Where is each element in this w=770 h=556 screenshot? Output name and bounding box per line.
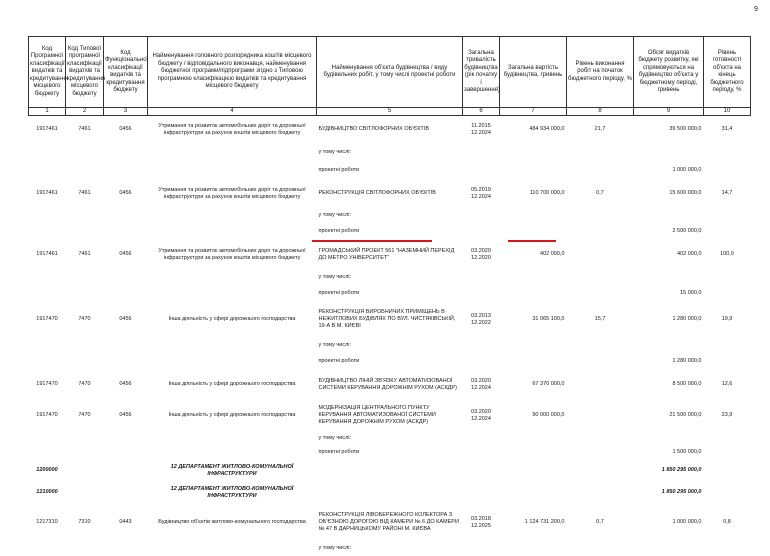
cell-col-6: 03.2013 12.2022 [471,312,491,326]
cell-col-6 [463,482,500,504]
cell-col-5 [317,460,463,482]
cell-col-7: 90 000 000,0 [532,412,565,418]
cell-col-9 [634,338,704,354]
header-col-2: Код Типової програмної класифікації видатків та кредитування місцевого бюджету [66,37,104,108]
cell-col-1: 1917470 [36,381,58,387]
cell-col-1 [29,286,66,302]
cell-col-6 [463,446,500,460]
column-number-row [29,108,751,116]
cell-col-7 [500,208,567,224]
table-row [29,446,751,460]
cell-col-6 [463,224,500,240]
cell-col-10 [704,270,751,286]
table-row [29,504,751,542]
cell-col-9: 1 000 000,0 [672,519,702,525]
cell-col-6 [463,208,500,224]
cell-col-10 [704,460,751,482]
cell-col-3 [104,542,148,556]
cell-col-7 [500,286,567,302]
cell-col-3: 0443 [119,519,132,525]
cell-col-9: 1 850 295 000,0 [661,467,702,473]
cell-col-6 [463,354,500,370]
cell-col-3: 0456 [119,412,132,418]
cell-col-3 [104,162,148,180]
header-col-1: Код Програмної класифікації видатків та кредитування місцевого бюджету [29,37,66,108]
cell-col-1 [29,338,66,354]
cell-col-4 [148,224,317,240]
cell-col-6 [463,460,500,482]
cell-col-7: 110 700 000,0 [529,190,565,196]
cell-col-7: 402 000,0 [540,251,565,257]
cell-col-7 [500,338,567,354]
cell-col-3 [104,208,148,224]
column-number-5: 5 [317,108,463,116]
cell-col-5: ГРОМАДСЬКИЙ ПРОЕКТ 561 "НАЗЕМНИЙ ПЕРЕХІД ДО МЕТРО УНІВЕРСИТЕТ" [318,247,455,261]
cell-col-5: проектні роботи [318,228,360,234]
cell-col-4 [148,144,317,162]
cell-col-2 [66,224,104,240]
cell-col-8: 0,7 [596,190,604,196]
column-number-9: 9 [634,108,704,116]
cell-col-7: 1 124 731 200,0 [524,519,565,525]
cell-col-3 [104,460,148,482]
cell-col-5: РЕКОНСТРУКЦІЯ ВИРОБНИЧИХ ПРИМІЩЕНЬ В НЕЖИТЛОВИХ БУДІВЛЯХ ПО ВУЛ. ЧИСТЯКІВСЬКІЙ, 19-А В М. КИЄВІ [318,309,456,329]
cell-col-10: 23,9 [721,412,733,418]
red-underline-cost [508,240,556,242]
table-row [29,240,751,270]
cell-col-3 [104,354,148,370]
header-col-9: Обсяг видатків бюджету розвитку, які спрямовуються на будівництво об'єкта у бюджетному періоді, гривень [634,37,704,108]
cell-col-8 [567,162,634,180]
cell-col-10: 19,9 [721,316,733,322]
cell-col-6 [463,542,500,556]
cell-col-9 [634,270,704,286]
cell-col-2 [66,432,104,446]
table-row [29,162,751,180]
cell-col-6 [463,286,500,302]
cell-col-10 [704,446,751,460]
cell-col-1 [29,354,66,370]
table-row [29,116,751,144]
cell-col-6: 11.2015 12.2024 [471,122,491,136]
cell-col-6: 05.2019 12.2024 [471,186,491,200]
table-row [29,286,751,302]
table-row [29,370,751,400]
cell-col-2: 7470 [78,381,91,387]
cell-col-9: 1 500 000,0 [672,449,702,455]
column-number-1: 1 [29,108,66,116]
cell-col-6: 03.2020 12.2024 [471,408,491,422]
column-number-8: 8 [567,108,634,116]
cell-col-2: 7461 [78,126,91,133]
cell-col-9 [634,208,704,224]
cell-col-8 [567,460,634,482]
cell-col-8 [567,446,634,460]
cell-col-2 [66,162,104,180]
header-col-5: Найменування об'єкта будівництва / виду будівельних робіт, у тому числі проектні роботи [317,37,463,108]
cell-col-4: Будівництво об'єктів житлово-комунального господарства [158,519,306,525]
cell-col-6 [463,338,500,354]
cell-col-7 [500,144,567,162]
cell-col-3 [104,224,148,240]
cell-col-6 [463,162,500,180]
cell-col-9: 2 500 000,0 [672,228,702,234]
cell-col-8 [567,542,634,556]
cell-col-8 [567,400,634,432]
cell-col-2 [66,338,104,354]
column-number-3: 3 [104,108,148,116]
column-number-2: 2 [66,108,104,116]
cell-col-5: у тому числі: [318,149,352,155]
cell-col-1 [29,162,66,180]
cell-col-8: 21,7 [594,126,606,133]
cell-col-8: 0,7 [596,519,604,525]
cell-col-4: Інша діяльність у сфері дорожнього господарства [168,412,296,418]
cell-col-8 [567,482,634,504]
cell-col-4 [148,354,317,370]
cell-col-5: у тому числі: [318,435,352,441]
header-col-4: Найменування головного розпорядника коштів місцевого бюджету / відповідального виконавця, найменування бюджетної програми/підпрограми згідно з Типовою програмною класифікацією видатків та кредитування місцевого бюджету [148,37,317,108]
cell-col-8: 15,7 [594,316,606,322]
cell-col-4 [148,286,317,302]
cell-col-9: 15 000,0 [680,290,702,296]
table-row [29,542,751,556]
table-row [29,302,751,338]
cell-col-7 [500,460,567,482]
cell-col-6 [463,432,500,446]
cell-col-7 [500,354,567,370]
cell-col-4: 12 ДЕПАРТАМЕНТ ЖИТЛОВО-КОМУНАЛЬНОЇ ІНФРАСТРУКТУРИ [170,463,294,477]
cell-col-6: 03.2020 12.2020 [471,247,491,261]
cell-col-1 [29,208,66,224]
header-col-3: Код Функціональної класифікації видатків та кредитування бюджету [104,37,148,108]
cell-col-1: 1917461 [36,251,58,257]
table-body [29,116,751,556]
cell-col-4 [148,162,317,180]
cell-col-8 [567,370,634,400]
cell-col-9: 21 500 000,0 [669,412,702,418]
table-row [29,338,751,354]
cell-col-3: 0456 [119,381,132,387]
cell-col-10 [704,432,751,446]
cell-col-5: проектні роботи [318,449,360,455]
cell-col-10 [704,354,751,370]
cell-col-2: 7470 [78,316,91,322]
table-row [29,400,751,432]
cell-col-10 [704,286,751,302]
table-row [29,432,751,446]
cell-col-3: 0456 [119,126,132,133]
cell-col-3: 0456 [119,190,132,196]
cell-col-10 [704,482,751,504]
cell-col-1: 1917470 [36,412,58,418]
cell-col-5: БУДІВНИЦТВО СВІТЛОФОРНИХ ОБ'ЄКТІВ [318,126,429,133]
cell-col-8 [567,270,634,286]
cell-col-4 [148,208,317,224]
cell-col-4 [148,542,317,556]
cell-col-2 [66,542,104,556]
cell-col-5: у тому числі: [318,342,352,348]
header-col-6: Загальна тривалість будівництва (рік початку і завершення) [463,37,500,108]
cell-col-4 [148,338,317,354]
cell-col-5: у тому числі: [318,545,352,551]
cell-col-10: 100,0 [720,251,734,257]
cell-col-5: БУДІВНИЦТВО ЛІНІЙ ЗВ'ЯЗКУ АВТОМАТИЗОВАНОЇ СИСТЕМИ КЕРУВАННЯ ДОРОЖНІМ РУХОМ (АСКДР) [318,377,457,391]
cell-col-8 [567,354,634,370]
cell-col-2 [66,270,104,286]
cell-col-10 [704,224,751,240]
cell-col-5: у тому числі: [318,274,352,280]
cell-col-10: 12,6 [721,381,733,387]
header-col-8: Рівень виконання робіт на початок бюджетного періоду, % [567,37,634,108]
table-row [29,208,751,224]
cell-col-9: 15 600 000,0 [669,190,702,196]
cell-col-6: 03.2018 12.2025 [471,515,491,529]
cell-col-5: проектні роботи [318,358,360,364]
cell-col-2 [66,208,104,224]
cell-col-3 [104,446,148,460]
cell-col-1: 1917461 [36,190,58,196]
cell-col-7 [500,224,567,240]
cell-col-2 [66,354,104,370]
cell-col-1: 1210000 [36,489,58,495]
cell-col-10 [704,542,751,556]
cell-col-2 [66,482,104,504]
cell-col-7 [500,432,567,446]
cell-col-3 [104,482,148,504]
cell-col-9: 1 280 000,0 [672,358,702,364]
cell-col-1: 1917461 [36,126,58,133]
cell-col-2 [66,460,104,482]
cell-col-5: у тому числі: [318,212,352,218]
cell-col-10 [704,338,751,354]
cell-col-2: 7461 [78,251,91,257]
cell-col-8 [567,144,634,162]
column-number-10: 10 [704,108,751,116]
cell-col-8 [567,286,634,302]
cell-col-1 [29,446,66,460]
page-number: 9 [754,6,758,13]
cell-col-10 [704,208,751,224]
cell-col-4: 12 ДЕПАРТАМЕНТ ЖИТЛОВО-КОМУНАЛЬНОЇ ІНФРАСТРУКТУРИ [170,485,294,499]
cell-col-1 [29,432,66,446]
cell-col-5: проектні роботи [318,290,360,296]
cell-col-5: РЕКОНСТРУКЦІЯ ЛІВОБЕРЕЖНОГО КОЛЕКТОРА З ОБ'ЄЗНОЮ ДОРОГОЮ ВІД КАМЕРИ № 6 ДО КАМЕРИ № 47 В ДАРНИЦЬКОМУ РАЙОНІ М. КИЄВА [318,512,459,532]
cell-col-1: 1917470 [36,316,58,322]
cell-col-7 [500,446,567,460]
cell-col-5 [317,482,463,504]
cell-col-3 [104,338,148,354]
cell-col-3: 0456 [119,251,132,257]
cell-col-4: Інша діяльність у сфері дорожнього господарства [168,381,296,387]
cell-col-5: проектні роботи [318,167,360,173]
cell-col-7 [500,482,567,504]
cell-col-2 [66,286,104,302]
table-row [29,144,751,162]
cell-col-10: 31,4 [721,126,733,133]
cell-col-1: 1217310 [36,519,58,525]
cell-col-8 [567,338,634,354]
cell-col-6 [463,144,500,162]
cell-col-9: 1 280 000,0 [672,316,702,322]
table-row [29,270,751,286]
cell-col-8 [567,208,634,224]
cell-col-7: 67 370 000,0 [532,381,565,387]
cell-col-3: 0456 [119,316,132,322]
cell-col-1 [29,270,66,286]
cell-col-9: 39 500 000,0 [669,126,702,133]
cell-col-9 [634,542,704,556]
cell-col-1: 1200000 [36,467,58,473]
cell-col-6 [463,270,500,286]
cell-col-2 [66,144,104,162]
table-row [29,354,751,370]
cell-col-7 [500,542,567,556]
cell-col-5: РЕКОНСТРУКЦІЯ СВІТЛОФОРНИХ ОБ'ЄКТІВ [318,190,436,196]
cell-col-9 [634,144,704,162]
cell-col-4 [148,446,317,460]
header-row [29,37,751,108]
cell-col-10: 14,7 [721,190,733,196]
cell-col-4 [148,432,317,446]
cell-col-4 [148,270,317,286]
cell-col-8 [567,224,634,240]
cell-col-1 [29,144,66,162]
cell-col-7: 484 934 000,0 [529,126,565,133]
red-underline-object [312,240,432,242]
header-col-7: Загальна вартість будівництва, гривень [500,37,567,108]
cell-col-9: 1 000 000,0 [672,167,702,173]
cell-col-8 [567,432,634,446]
cell-col-6: 03.2020 12.2024 [471,377,491,391]
cell-col-7 [500,162,567,180]
cell-col-4: Утримання та розвиток автомобільних доріг та дорожньої інфраструктури за рахунок коштів місцевого бюджету [158,122,306,136]
cell-col-4: Утримання та розвиток автомобільних доріг та дорожньої інфраструктури за рахунок коштів місцевого бюджету [158,186,306,200]
column-number-4: 4 [148,108,317,116]
cell-col-10 [704,144,751,162]
table-row [29,482,751,504]
cell-col-3 [104,144,148,162]
cell-col-5: МОДЕРНІЗАЦІЯ ЦЕНТРАЛЬНОГО ПУНКТУ КЕРУВАННЯ АВТОМАТИЗОВАНОЇ СИСТЕМИ КЕРУВАННЯ ДОРОЖНІМ РУХОМ (АСКДР) [318,405,436,425]
cell-col-2: 7470 [78,412,91,418]
cell-col-10 [704,162,751,180]
cell-col-8 [567,240,634,270]
cell-col-10: 0,8 [723,519,731,525]
table-row [29,460,751,482]
table-row [29,180,751,208]
cell-col-9 [634,432,704,446]
cell-col-9: 1 850 295 000,0 [661,489,702,495]
cell-col-3 [104,286,148,302]
cell-col-3 [104,270,148,286]
cell-col-3 [104,432,148,446]
cell-col-2: 7310 [78,519,91,525]
table-row [29,224,751,240]
cell-col-4: Утримання та розвиток автомобільних доріг та дорожньої інфраструктури за рахунок коштів місцевого бюджету [158,247,306,261]
cell-col-7: 31 065 100,0 [532,316,565,322]
cell-col-1 [29,224,66,240]
cell-col-7 [500,270,567,286]
cell-col-4: Інша діяльність у сфері дорожнього господарства [168,316,296,322]
cell-col-2 [66,446,104,460]
column-number-6: 6 [463,108,500,116]
cell-col-9: 8 500 000,0 [672,381,702,387]
cell-col-1 [29,542,66,556]
budget-table [28,36,751,556]
cell-col-2: 7461 [78,190,91,196]
column-number-7: 7 [500,108,567,116]
cell-col-9: 402 000,0 [677,251,702,257]
header-col-10: Рівень готовності об'єкта на кінець бюджетного періоду, % [704,37,751,108]
